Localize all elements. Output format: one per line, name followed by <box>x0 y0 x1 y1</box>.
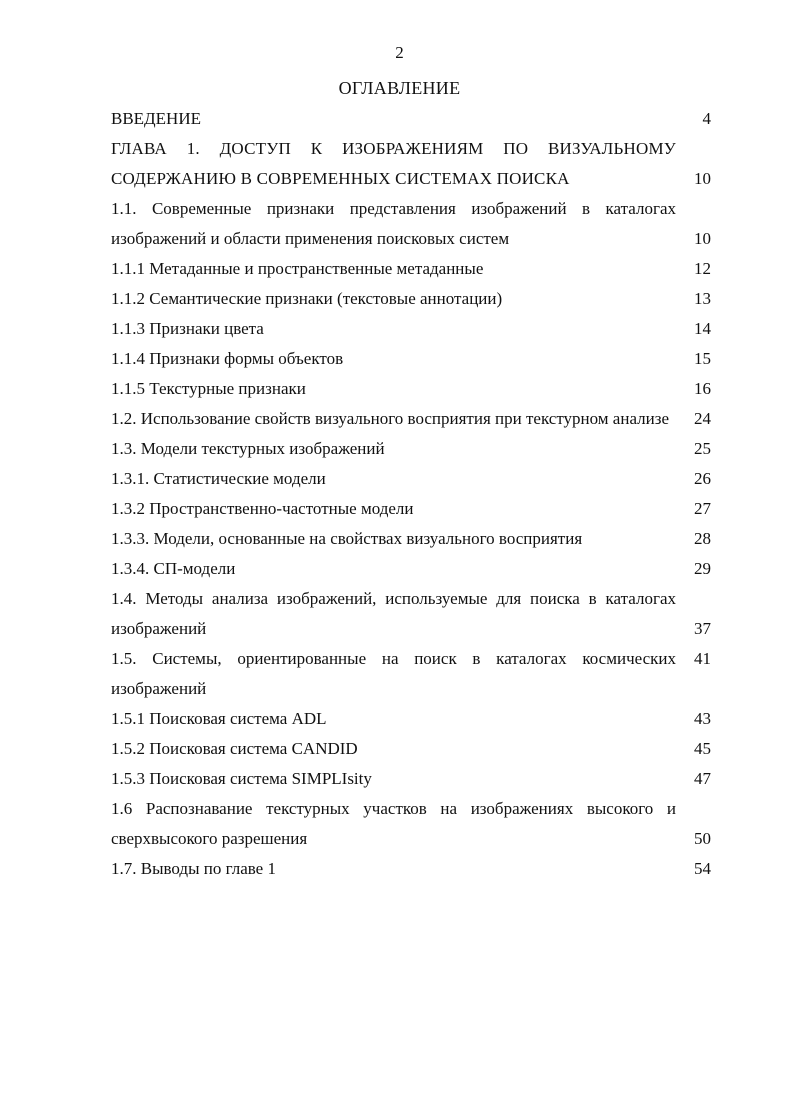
toc-entry-page: 10 <box>694 229 711 248</box>
toc-entry-page: 27 <box>694 499 711 518</box>
toc-entry-text: 1.1.3 Признаки цвета <box>111 319 264 338</box>
toc-entry-text: 1.3.4. СП-модели <box>111 559 236 578</box>
toc-entry-1-3-1 <box>111 464 711 494</box>
toc-entry-1-7 <box>111 854 711 884</box>
toc-entry-text: 1.1.4 Признаки формы объектов <box>111 349 344 368</box>
toc-entry-page: 37 <box>694 619 711 638</box>
toc-entry-1-3-2 <box>111 494 711 524</box>
toc-entry-chapter-1 <box>111 134 711 194</box>
toc-entry-page: 41 <box>694 649 711 668</box>
toc-entry-1-4 <box>111 584 711 644</box>
toc-entry-1-1-1 <box>111 254 711 284</box>
toc-entry-text: 1.2. Использование свойств визуального восприятия при текстурном анализе <box>111 409 669 428</box>
toc-entry-1-3 <box>111 434 711 464</box>
toc-entry-1-3-4 <box>111 554 711 584</box>
toc-entry-text: 1.5.2 Поисковая система CANDID <box>111 739 358 758</box>
toc-entry-1-3-3 <box>111 524 711 554</box>
toc-entry-text: 1.5.1 Поисковая система ADL <box>111 709 327 728</box>
toc-entry-text: 1.5.3 Поисковая система SIMPLIsity <box>111 769 372 788</box>
toc-entry-text: 1.3. Модели текстурных изображений <box>111 439 385 458</box>
toc-title: ОГЛАВЛЕНИЕ <box>338 78 461 98</box>
toc-entry-page: 12 <box>694 259 711 278</box>
toc-entry-1-1-2 <box>111 284 711 314</box>
toc-entry-text: 1.1. Современные признаки представления изображений в каталогах изображений и области применения поисковых систем <box>111 199 676 248</box>
toc-entry-1-1 <box>111 194 711 254</box>
toc-entry-1-2 <box>111 404 711 434</box>
toc-entry-page: 10 <box>694 169 711 188</box>
toc-entry-text: 1.1.2 Семантические признаки (текстовые аннотации) <box>111 289 503 308</box>
toc-entry-page: 14 <box>694 319 711 338</box>
toc-entry-page: 28 <box>694 529 711 548</box>
toc-entry-text: 1.3.1. Статистические модели <box>111 469 326 488</box>
toc-entry-text: 1.4. Методы анализа изображений, используемые для поиска в каталогах изображений <box>111 589 676 638</box>
toc-entry-page: 54 <box>694 859 711 878</box>
toc-entry-text: 1.1.1 Метаданные и пространственные метаданные <box>111 259 484 278</box>
toc-entry-page: 24 <box>694 409 711 428</box>
toc-entry-text: 1.1.5 Текстурные признаки <box>111 379 306 398</box>
toc-entry-1-6 <box>111 794 711 854</box>
toc-entry-1-5-2 <box>111 734 711 764</box>
toc-entry-page: 29 <box>694 559 711 578</box>
toc-entry-text: 1.3.2 Пространственно-частотные модели <box>111 499 414 518</box>
toc-entry-page: 26 <box>694 469 711 488</box>
toc-entry-text: 1.5. Системы, ориентированные на поиск в каталогах космических изображений <box>111 649 676 698</box>
toc-entry-page: 13 <box>694 289 711 308</box>
toc-entry-1-5-3 <box>111 764 711 794</box>
toc-entry-1-1-5 <box>111 374 711 404</box>
toc-entry-page: 15 <box>694 349 711 368</box>
toc-entry-1-5 <box>111 644 711 704</box>
toc-entry-page: 45 <box>694 739 711 758</box>
page-number: 2 <box>395 43 404 62</box>
toc-entry-page: 25 <box>694 439 711 458</box>
toc-entry-introduction <box>111 104 711 134</box>
toc-entry-text: 1.6 Распознавание текстурных участков на изображениях высокого и сверхвысокого разрешения <box>111 799 676 848</box>
toc-entry-page: 16 <box>694 379 711 398</box>
toc-entry-page: 47 <box>694 769 711 788</box>
toc-entry-1-1-4 <box>111 344 711 374</box>
toc-entry-text: 1.7. Выводы по главе 1 <box>111 859 276 878</box>
toc-entry-text: ГЛАВА 1. ДОСТУП К ИЗОБРАЖЕНИЯМ ПО ВИЗУАЛЬНОМУ СОДЕРЖАНИЮ В СОВРЕМЕННЫХ СИСТЕМАХ ПОИСКА <box>111 139 676 188</box>
toc-entry-page: 4 <box>702 109 711 128</box>
toc-entry-page: 50 <box>694 829 711 848</box>
toc-entry-text: ВВЕДЕНИЕ <box>111 109 201 128</box>
table-of-contents <box>111 104 711 884</box>
toc-entry-page: 43 <box>694 709 711 728</box>
toc-entry-1-5-1 <box>111 704 711 734</box>
toc-entry-text: 1.3.3. Модели, основанные на свойствах визуального восприятия <box>111 529 583 548</box>
toc-entry-1-1-3 <box>111 314 711 344</box>
